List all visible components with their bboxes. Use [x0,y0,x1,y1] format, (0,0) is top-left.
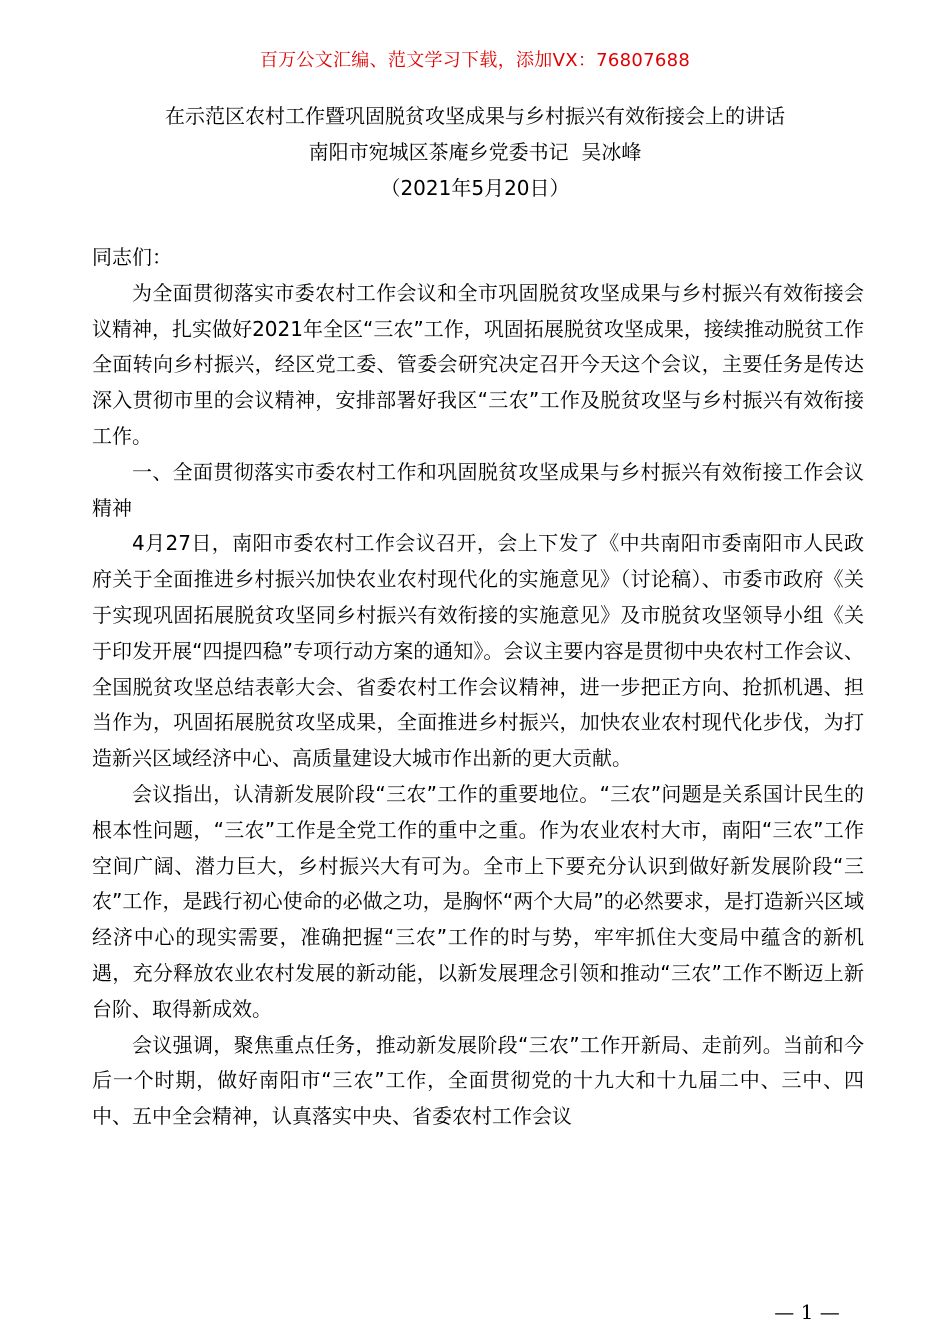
document-header [0,98,950,206]
document-title: 在示范区农村工作暨巩固脱贫攻坚成果与乡村振兴有效衔接会上的讲话 [165,104,785,128]
document-body [92,240,864,1135]
download-banner: 百万公文汇编、范文学习下载，添加VX：76807688 [259,50,691,71]
speaker-line: 南阳市宛城区茶庵乡党委书记 吴冰峰 [308,140,642,164]
speech-date: （2021年5月20日） [380,176,570,200]
salutation: 同志们： [92,245,172,269]
paragraph-meeting-pointed: 会议指出，认清新发展阶段“三农”工作的重要地位。“三农”问题是关系国计民生的根本性问题，“三农”工作是全党工作的重中之重。作为农业农村大市，南阳“三农”工作空间广阔、潜力巨大，乡村振兴大有可为。全市上下要充分认识到做好新发展阶段“三农”工作，是践行初心使命的必做之功，是胸怀“两个大局”的必然要求，是打造新兴区域经济中心的现实需要，准确把握“三农”工作的时与势，牢牢抓住大变局中蕴含的新机遇，充分释放农业农村发展的新动能，以新发展理念引领和推动“三农”工作不断迈上新台阶、取得新成效。 [92,781,864,1021]
page-number: — 1 — [774,1300,840,1324]
section-heading-1: 一、全面贯彻落实市委农村工作和巩固脱贫攻坚成果与乡村振兴有效衔接工作会议精神 [92,459,864,520]
paragraph-meeting-stressed: 会议强调，聚焦重点任务，推动新发展阶段“三农”工作开新局、走前列。当前和今后一个时期，做好南阳市“三农”工作，全面贯彻党的十九大和十九届二中、三中、四中、五中全会精神，认真落实中央、省委农村工作会议 [92,1032,864,1129]
paragraph-intro: 为全面贯彻落实市委农村工作会议和全市巩固脱贫攻坚成果与乡村振兴有效衔接会议精神，扎实做好2021年全区“三农”工作，巩固拓展脱贫攻坚成果，接续推动脱贫工作全面转向乡村振兴，经区党工委、管委会研究决定召开今天这个会议，主要任务是传达深入贯彻市里的会议精神，安排部署好我区“三农”工作及脱贫攻坚与乡村振兴有效衔接工作。 [92,280,864,448]
paragraph-meeting-summary: 4月27日，南阳市委农村工作会议召开，会上下发了《中共南阳市委南阳市人民政府关于全面推进乡村振兴加快农业农村现代化的实施意见》（讨论稿）、市委市政府《关于实现巩固拓展脱贫攻坚同乡村振兴有效衔接的实施意见》及市脱贫攻坚领导小组《关于印发开展“四提四稳”专项行动方案的通知》。会议主要内容是贯彻中央农村工作会议、全国脱贫攻坚总结表彰大会、省委农村工作会议精神，进一步把正方向、抢抓机遇、担当作为，巩固拓展脱贫攻坚成果，全面推进乡村振兴，加快农业农村现代化步伐，为打造新兴区域经济中心、高质量建设大城市作出新的更大贡献。 [92,531,864,771]
